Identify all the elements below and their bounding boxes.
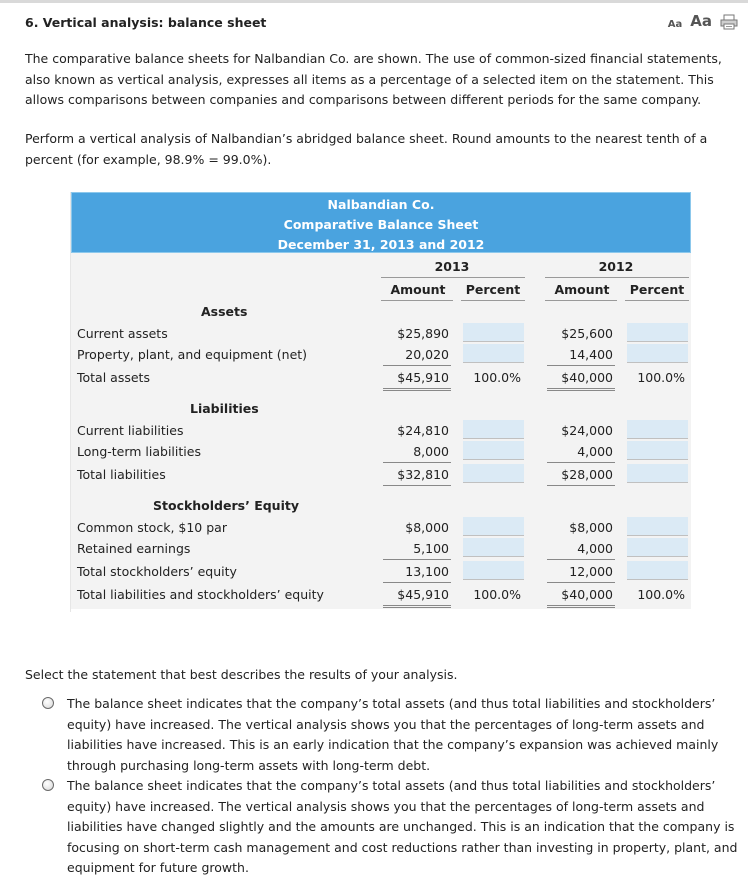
percent-input-2012-current-liabilities[interactable] — [627, 420, 688, 439]
total-rule-2012-assets — [547, 388, 615, 389]
amount-2013-current-assets: $25,890 — [397, 326, 449, 341]
font-tools — [668, 12, 738, 30]
row-label-total-liabilities: Total liabilities — [77, 467, 166, 482]
amount-2013-ppe: 20,020 — [405, 347, 449, 362]
total-rule2-2012-assets — [547, 390, 615, 391]
row-label-ppe: Property, plant, and equipment (net) — [77, 347, 308, 362]
percent-input-2012-common-stock[interactable] — [627, 517, 688, 536]
subtotal-rule-2012-equity — [547, 559, 615, 560]
section-liabilities: Liabilities — [190, 401, 259, 416]
year-header-2012: 2012 — [598, 259, 634, 274]
percent-header-2013: Percent — [465, 282, 521, 297]
company-name: Nalbandian Co. — [327, 197, 435, 212]
subtotal-rule-2012-assets — [547, 365, 615, 366]
percent-input-2012-total-equity[interactable] — [627, 561, 688, 580]
percent-2013-total-liab-equity: 100.0% — [473, 587, 521, 602]
row-label-retained-earnings: Retained earnings — [77, 541, 191, 556]
total-rule2-2013-assets — [383, 390, 451, 391]
amount-2012-retained-earnings: 4,000 — [577, 541, 613, 556]
total-rule-2013-liab-equity — [383, 605, 451, 606]
percent-underline-2013 — [461, 300, 525, 301]
year-header-2013: 2013 — [434, 259, 470, 274]
subtotal-rule-2013-liabilities — [383, 462, 451, 463]
subtotal-rule2-2013-equity — [383, 582, 451, 583]
year-underline-2013 — [381, 277, 525, 278]
amount-2012-total-liab-equity: $40,000 — [561, 587, 613, 602]
balance-sheet-header — [71, 192, 691, 253]
subtotal-rule-2013-equity — [383, 559, 451, 560]
row-label-common-stock: Common stock, $10 par — [77, 520, 227, 535]
row-label-long-term-liabilities: Long-term liabilities — [77, 444, 201, 459]
percent-input-2012-current-assets[interactable] — [627, 323, 688, 342]
amount-underline-2012 — [545, 300, 617, 301]
percent-2013-total-assets: 100.0% — [473, 370, 521, 385]
balance-sheet-table — [70, 192, 691, 612]
total-rule-2012-liab-equity — [547, 605, 615, 606]
total-rule2-2013-liab-equity — [383, 607, 451, 608]
mc-option-1-text: The balance sheet indicates that the company’s total assets (and thus total liabilities and stockholders’ equity) have increased. The vertical analysis shows you that the percentages of long-term assets and liabilities have increased. This is an early indication that the company’s expansion was achieved mainly through purchasing long-term assets with long-term debt. — [67, 696, 719, 773]
balance-sheet-body — [71, 253, 691, 609]
total-rule2-2012-liab-equity — [547, 607, 615, 608]
amount-2012-total-liabilities: $28,000 — [561, 467, 613, 482]
radio-button-1[interactable] — [42, 697, 54, 709]
percent-underline-2012 — [625, 300, 689, 301]
statement-name: Comparative Balance Sheet — [283, 217, 479, 232]
percent-input-2013-total-liabilities[interactable] — [463, 464, 524, 483]
percent-input-2012-long-term-liabilities[interactable] — [627, 441, 688, 460]
percent-header-2012: Percent — [629, 282, 685, 297]
row-label-total-liab-equity: Total liabilities and stockholders’ equity — [77, 587, 324, 602]
intro-paragraph: The comparative balance sheets for Nalbandian Co. are shown. The use of common-sized financial statements, also known as vertical analysis, expresses all items as a percentage of a selected item on the statement. This allows comparisons between companies and comparisons between different periods for the same company. — [25, 51, 722, 107]
amount-2013-retained-earnings: 5,100 — [413, 541, 449, 556]
amount-2013-total-liabilities: $32,810 — [397, 467, 449, 482]
amount-2013-total-liab-equity: $45,910 — [397, 587, 449, 602]
subtotal-rule-2012-liabilities — [547, 462, 615, 463]
percent-input-2013-common-stock[interactable] — [463, 517, 524, 536]
decrease-font-button[interactable]: Aa — [667, 19, 683, 30]
row-label-total-assets: Total assets — [77, 370, 150, 385]
total-rule-2012-liabilities — [547, 485, 615, 486]
subtotal-rule2-2012-equity — [547, 582, 615, 583]
amount-header-2013: Amount — [390, 282, 446, 297]
subtotal-rule-2013-assets — [383, 365, 451, 366]
year-underline-2012 — [545, 277, 689, 278]
percent-input-2013-current-assets[interactable] — [463, 323, 524, 342]
total-rule-2013-assets — [383, 388, 451, 389]
amount-2013-long-term-liabilities: 8,000 — [413, 444, 449, 459]
amount-underline-2013 — [381, 300, 453, 301]
row-label-total-equity: Total stockholders’ equity — [77, 564, 237, 579]
mc-option-1[interactable] — [42, 694, 742, 776]
row-label-current-assets: Current assets — [77, 326, 168, 341]
amount-2012-ppe: 14,400 — [569, 347, 613, 362]
mc-options — [42, 694, 742, 879]
percent-input-2012-ppe[interactable] — [627, 344, 688, 363]
row-label-current-liabilities: Current liabilities — [77, 423, 184, 438]
section-equity: Stockholders’ Equity — [153, 498, 299, 513]
total-rule-2013-liabilities — [383, 485, 451, 486]
top-border — [0, 0, 748, 3]
percent-input-2012-total-liabilities[interactable] — [627, 464, 688, 483]
statement-date: December 31, 2013 and 2012 — [277, 237, 485, 252]
percent-input-2013-total-equity[interactable] — [463, 561, 524, 580]
amount-2012-total-equity: 12,000 — [569, 564, 613, 579]
amount-2012-total-assets: $40,000 — [561, 370, 613, 385]
percent-input-2013-ppe[interactable] — [463, 344, 524, 363]
amount-2013-total-equity: 13,100 — [405, 564, 449, 579]
percent-2012-total-liab-equity: 100.0% — [637, 587, 685, 602]
mc-option-2[interactable] — [42, 776, 742, 879]
percent-input-2013-retained-earnings[interactable] — [463, 538, 524, 557]
radio-button-2[interactable] — [42, 779, 54, 791]
percent-2012-total-assets: 100.0% — [637, 370, 685, 385]
percent-input-2013-long-term-liabilities[interactable] — [463, 441, 524, 460]
amount-2013-total-assets: $45,910 — [397, 370, 449, 385]
percent-input-2012-retained-earnings[interactable] — [627, 538, 688, 557]
amount-2013-current-liabilities: $24,810 — [397, 423, 449, 438]
mc-prompt: Select the statement that best describes the results of your analysis. — [25, 667, 458, 682]
percent-input-2013-current-liabilities[interactable] — [463, 420, 524, 439]
question-title: 6. Vertical analysis: balance sheet — [25, 15, 267, 30]
amount-header-2012: Amount — [554, 282, 610, 297]
amount-2012-current-assets: $25,600 — [561, 326, 613, 341]
mc-option-2-text: The balance sheet indicates that the company’s total assets (and thus total liabilities and stockholders’ equity) have increased. The vertical analysis shows you that the percentages of long-term assets and liabilities have changed slightly and the amounts are unchanged. This is an indication that the company is focusing on short-term cash management and cost reductions rather than investing in property, plant, and equipment for future growth. — [67, 778, 738, 875]
amount-2013-common-stock: $8,000 — [405, 520, 449, 535]
amount-2012-current-liabilities: $24,000 — [561, 423, 613, 438]
amount-2012-long-term-liabilities: 4,000 — [577, 444, 613, 459]
print-icon[interactable] — [720, 14, 738, 30]
amount-2012-common-stock: $8,000 — [569, 520, 613, 535]
instructions-paragraph: Perform a vertical analysis of Nalbandian’s abridged balance sheet. Round amounts to the nearest tenth of a percent (for example, 98.9% = 99.0%). — [25, 131, 708, 167]
increase-font-button[interactable]: Aa — [690, 12, 712, 30]
section-assets: Assets — [201, 304, 248, 319]
